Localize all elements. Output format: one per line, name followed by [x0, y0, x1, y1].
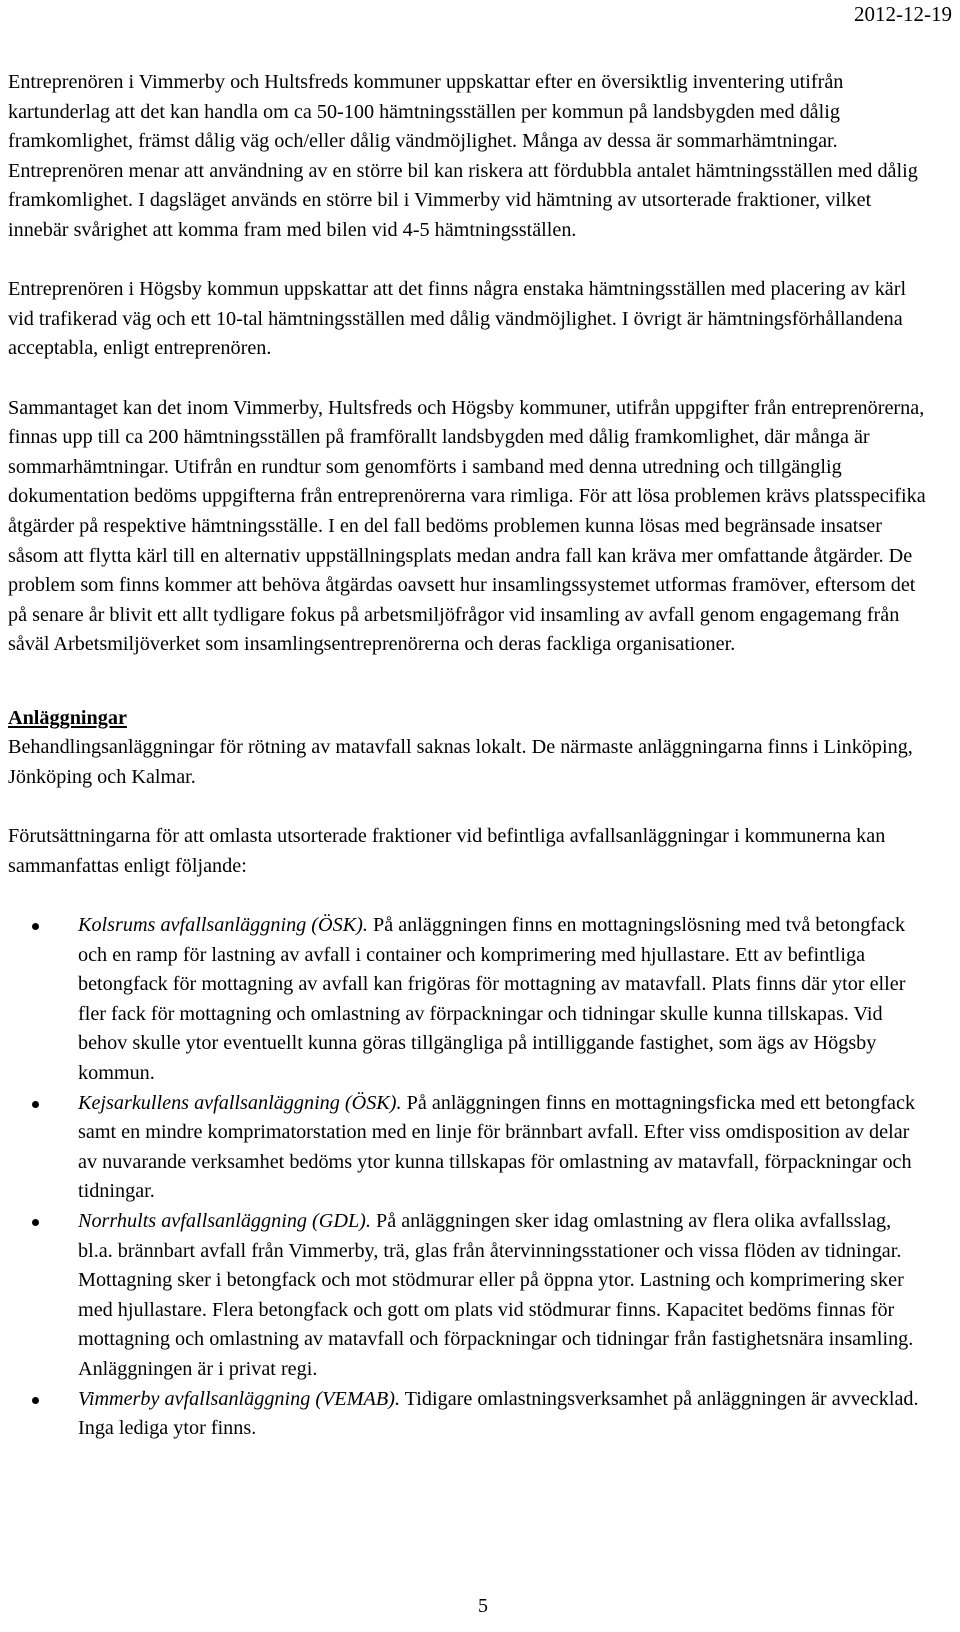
facility-list [8, 911, 928, 1444]
list-item [8, 1385, 928, 1444]
header-date: 2012-12-19 [854, 2, 952, 26]
bullet-icon [32, 1219, 39, 1226]
facility-description: Tidigare omlastningsverksamhet på anläggningen är avvecklad. Inga lediga ytor finns. [78, 1387, 919, 1440]
facility-description: På anläggningen finns en mottagningslösning med två betongfack och en ramp för lastning av avfall i container och komprimering med hjullastare. Ett av befintliga betongfack för mottagning av avfall kan frigöras för mottagning av matavfall. Plats finns där ytor eller fler fack för mottagning och omlastning av förpackningar och tidningar skulle kunna tillskapas. Vid behov skulle ytor eventuellt kunna göras tillgängliga på intilliggande fastighet, som ägs av Högsby kommun. [78, 914, 906, 1084]
document-body [8, 68, 928, 1444]
paragraph-vimmerby-hultsfred: Entreprenören i Vimmerby och Hultsfreds kommuner uppskattar efter en översiktlig inventering utifrån kartunderlag att det kan handla om ca 50-100 hämtningsställen per kommun på landsbygden med dålig framkomlighet, främst dålig väg och/eller dålig vändmöjlighet. Många av dessa är sommarhämtningar. Entreprenören menar att användning av en större bil kan riskera att fördubbla antalet hämtningsställen med dålig framkomlighet. I dagsläget används en större bil i Vimmerby vid hämtning av utsorterade fraktioner, vilket innebär svårighet att komma fram med bilen vid 4-5 hämtningsställen. [8, 71, 918, 241]
facility-name: Norrhults avfallsanläggning (GDL). [78, 1209, 371, 1232]
list-item [8, 911, 928, 1089]
paragraph-summary: Sammantaget kan det inom Vimmerby, Hultsfreds och Högsby kommuner, utifrån uppgifter från entreprenörerna, finnas upp till ca 200 hämtningsställen på framförallt landsbygden med dålig framkomlighet, där många är sommarhämtningar. Utifrån en rundtur som genomförts i samband med denna utredning och tillgänglig dokumentation bedöms uppgifterna från entreprenörerna vara rimliga. För att lösa problemen krävs platsspecifika åtgärder på respektive hämtningsställe. I en del fall bedöms problemen kunna lösas med begränsade insatser såsom att flytta kärl till en alternativ uppställningsplats medan andra fall kan kräva mer omfattande åtgärder. De problem som finns kommer att behöva åtgärdas oavsett hur insamlingssystemet utformas framöver, eftersom det på senare år blivit ett allt tydligare fokus på arbetsmiljöfrågor vid insamling av avfall genom engagemang från såväl Arbetsmiljöverket som insamlingsentreprenörerna och deras fackliga organisationer. [8, 396, 926, 656]
facility-name: Kejsarkullens avfallsanläggning (ÖSK). [78, 1091, 402, 1114]
bullet-icon [32, 1101, 39, 1108]
section-lead: Förutsättningarna för att omlasta utsorterade fraktioner vid befintliga avfallsanläggningar i kommunerna kan sammanfattas enligt följande: [8, 825, 886, 877]
list-item [8, 1207, 928, 1385]
facility-description: På anläggningen sker idag omlastning av flera olika avfallsslag, bl.a. brännbart avfall från Vimmerby, trä, glas från återvinningsstationer och vissa flöden av tidningar. Mottagning sker i betongfack och mot stödmurar eller på öppna ytor. Lastning och komprimering sker med hjullastare. Flera betongfack och gott om plats vid stödmurar finns. Kapacitet bedöms finnas för mottagning och omlastning av matavfall och förpackningar och tidningar från fastighetsnära insamling. Anläggningen är i privat regi. [78, 1209, 914, 1380]
bullet-icon [32, 923, 39, 930]
paragraph-hogsby: Entreprenören i Högsby kommun uppskattar att det finns några enstaka hämtningsställen med placering av kärl vid trafikerad väg och ett 10-tal hämtningsställen med dålig vändmöjlighet. I övrigt är hämtningsförhållandena acceptabla, enligt entreprenören. [8, 278, 907, 360]
section-intro: Behandlingsanläggningar för rötning av matavfall saknas lokalt. De närmaste anläggningarna finns i Linköping, Jönköping och Kalmar. [8, 736, 913, 789]
facility-description: På anläggningen finns en mottagningsficka med ett betongfack samt en mindre komprimatorstation med en linje för brännbart avfall. Efter viss omdisposition av delar av nuvarande verksamhet bedöms ytor kunna tillskapas för omlastning av matavfall, förpackningar och tidningar. [78, 1091, 916, 1203]
bullet-icon [32, 1397, 39, 1404]
facility-name: Kolsrums avfallsanläggning (ÖSK). [78, 914, 368, 937]
list-item [8, 1089, 928, 1207]
section-heading: Anläggningar [8, 706, 127, 729]
page-number: 5 [478, 1595, 488, 1617]
facility-name: Vimmerby avfallsanläggning (VEMAB). [78, 1387, 400, 1410]
